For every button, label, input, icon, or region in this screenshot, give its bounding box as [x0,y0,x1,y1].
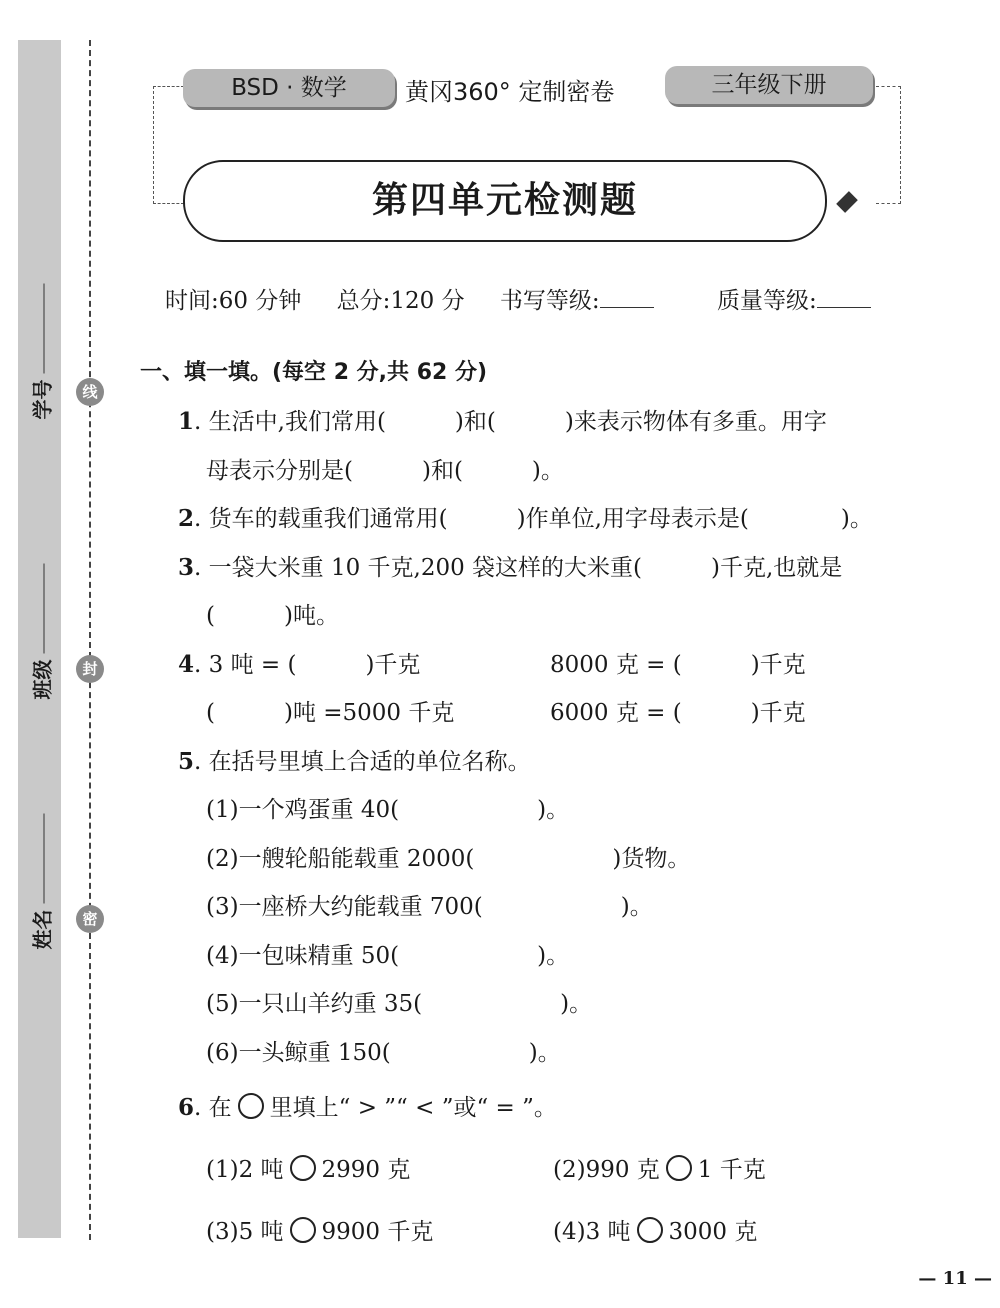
page-number: — 11 — [918,1268,992,1289]
subject-pill: BSD · 数学 [183,69,395,107]
question-1-cont: 母表示分别是( )和( )。 [206,458,564,484]
question-4c: ( )吨 =5000 千克 [206,700,455,726]
exam-info [165,282,927,315]
question-5-item: (6)一头鲸重 150( )。 [206,1040,561,1066]
question-5-item: (1)一个鸡蛋重 40( )。 [206,797,570,823]
total-score: 总分:120 分 [336,288,465,314]
cut-line [89,40,91,1240]
compare-item-2: (2)990 克 1 千克 [553,1157,766,1183]
grade-pill: 三年级下册 [665,66,873,104]
section-heading: 一、填一填。(每空 2 分,共 62 分) [140,360,488,385]
question-4b: 8000 克 = ( )千克 [550,652,806,678]
binding-margin [18,40,61,1238]
circle-icon [238,1093,264,1119]
writing-grade: 书写等级: [500,288,682,314]
question-5-item: (4)一包味精重 50( )。 [206,943,570,969]
question-2: 2. 货车的载重我们通常用( )作单位,用字母表示是( )。 [178,505,873,532]
brand-text: 黄冈360° 定制密卷 [405,78,615,106]
quality-grade: 质量等级: [717,288,899,314]
question-5-item: (2)一艘轮船能载重 2000( )货物。 [206,846,691,872]
circle-blank-icon [290,1155,316,1181]
circle-blank-icon [666,1155,692,1181]
circle-blank-icon [637,1217,663,1243]
name-field: 姓名 [27,920,56,950]
question-5: 5. 在括号里填上合适的单位名称。 [178,748,531,775]
question-3: 3. 一袋大米重 10 千克,200 袋这样的大米重( )千克,也就是 [178,554,843,581]
question-4a: 4. 3 吨 = ( )千克 [178,651,421,678]
compare-item-4: (4)3 吨 3000 克 [553,1219,758,1245]
compare-item-1: (1)2 吨 2990 克 [206,1157,411,1183]
class-field: 班级 [27,670,56,700]
seal-line: 线 [76,378,104,406]
header-frame-right [876,86,901,204]
diamond-right-icon [836,191,858,213]
question-5-item: (5)一只山羊约重 35( )。 [206,991,593,1017]
seal-seal: 封 [76,655,104,683]
question-1: 1. 生活中,我们常用( )和( )来表示物体有多重。用字 [178,408,827,435]
circle-blank-icon [290,1217,316,1243]
student-id-field: 学号 [27,390,56,420]
question-6: 6. 在 里填上“ > ”“ < ”或“ = ”。 [178,1094,557,1121]
question-5-item: (3)一座桥大约能载重 700( )。 [206,894,653,920]
question-4d: 6000 克 = ( )千克 [550,700,806,726]
compare-item-3: (3)5 吨 9900 千克 [206,1219,434,1245]
time-limit: 时间:60 分钟 [165,288,302,314]
header-frame-left [153,86,184,204]
question-3-cont: ( )吨。 [206,603,339,629]
seal-secret: 密 [76,905,104,933]
page-title: 第四单元检测题 [371,179,638,221]
